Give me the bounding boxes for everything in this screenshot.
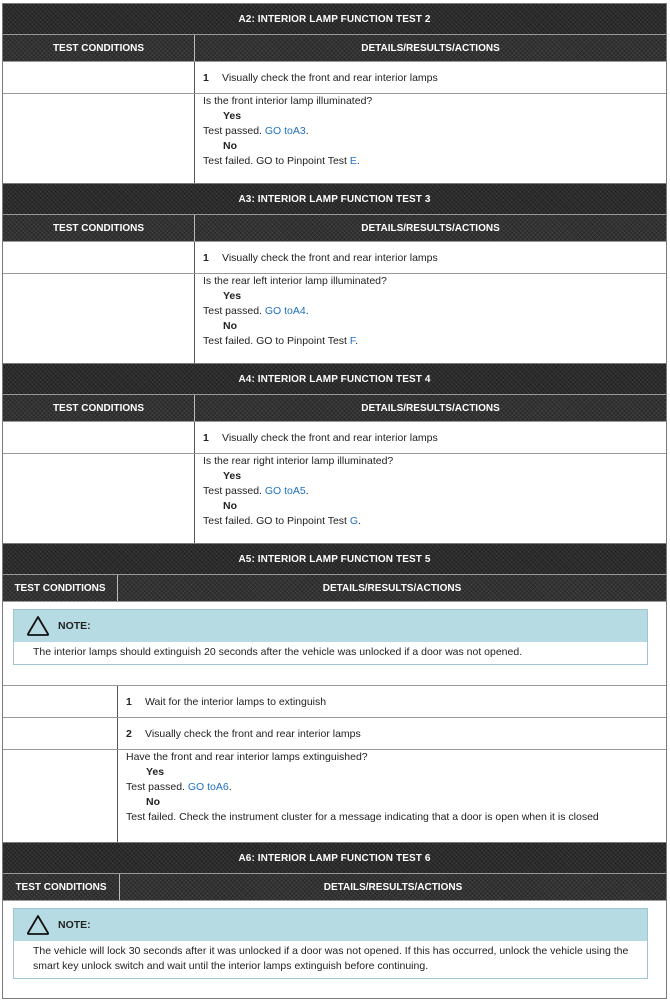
warning-triangle-icon: [26, 615, 50, 637]
col-details: DETAILS/RESULTS/ACTIONS: [195, 35, 666, 61]
no-label: No: [223, 500, 237, 512]
column-header-row: [3, 394, 666, 421]
test-table-a5: [2, 543, 667, 843]
step-number: 1: [126, 695, 132, 708]
step-number: 1: [203, 71, 209, 84]
note-label: NOTE:: [58, 620, 91, 632]
conditions-cell: [3, 718, 118, 749]
step-text: Visually check the front and rear interior lamps: [222, 71, 438, 84]
yes-label: Yes: [223, 110, 242, 122]
note-label: NOTE:: [58, 919, 91, 931]
go-to-a5-link[interactable]: GO toA5: [264, 485, 306, 497]
pinpoint-test-f-link[interactable]: F: [349, 335, 356, 347]
col-details: DETAILS/RESULTS/ACTIONS: [195, 395, 666, 421]
conditions-cell: [3, 454, 195, 545]
question-text: Is the front interior lamp illuminated?: [203, 95, 373, 107]
col-test-conditions: TEST CONDITIONS: [3, 575, 118, 601]
yes-label: Yes: [223, 290, 242, 302]
conditions-cell: [3, 242, 195, 273]
col-details: DETAILS/RESULTS/ACTIONS: [120, 874, 666, 900]
no-result-text: Test failed. GO to Pinpoint Test: [203, 515, 347, 527]
note-section: [3, 601, 666, 685]
yes-result-text: Test passed.: [126, 781, 185, 793]
note-text: The interior lamps should extinguish 20 seconds after the vehicle was unlocked if a door was not opened.: [14, 642, 647, 664]
test-title: A2: INTERIOR LAMP FUNCTION TEST 2: [3, 4, 666, 34]
col-details: DETAILS/RESULTS/ACTIONS: [195, 215, 666, 241]
col-test-conditions: TEST CONDITIONS: [3, 395, 195, 421]
yes-result-text: Test passed.: [203, 125, 262, 137]
go-to-a6-link[interactable]: GO toA6: [187, 781, 229, 793]
test-title: A3: INTERIOR LAMP FUNCTION TEST 3: [3, 184, 666, 214]
table-row: Is the rear right interior lamp illuminated? Yes Test passed. GO toA5. No Test failed. GO to Pinpoint Test G.: [3, 453, 666, 545]
no-result-text: Test failed. GO to Pinpoint Test: [203, 155, 347, 167]
table-row: [3, 717, 666, 749]
step-number: 1: [203, 431, 209, 444]
note-box: [13, 609, 648, 665]
warning-triangle-icon: [26, 914, 50, 936]
table-row: Is the front interior lamp illuminated? Yes Test passed. GO toA3. No Test failed. GO to Pinpoint Test E.: [3, 93, 666, 185]
note-text: The vehicle will lock 30 seconds after it was unlocked if a door was not opened. If this has occurred, unlock the vehicle using the smart key unlock switch and wait until the interior lamps extinguish before continuing.: [14, 941, 647, 978]
conditions-cell: [3, 750, 118, 842]
step-text: Visually check the front and rear interior lamps: [145, 727, 361, 740]
table-row: Have the front and rear interior lamps extinguished? Yes Test passed. GO toA6. No Test failed. Check the instrument cluster for a message indicating that a door is open when it is closed: [3, 749, 666, 842]
step-text: Wait for the interior lamps to extinguish: [145, 695, 327, 708]
yes-result-text: Test passed.: [203, 485, 262, 497]
note-section: [3, 900, 666, 979]
no-result-text: Test failed. GO to Pinpoint Test: [203, 335, 347, 347]
question-text: Is the rear left interior lamp illuminated?: [203, 275, 387, 287]
go-to-a4-link[interactable]: GO toA4: [264, 305, 306, 317]
conditions-cell: [3, 94, 195, 185]
col-details: DETAILS/RESULTS/ACTIONS: [118, 575, 666, 601]
question-text: Is the rear right interior lamp illuminated?: [203, 455, 394, 467]
pinpoint-test-g-link[interactable]: G: [349, 515, 359, 527]
conditions-cell: [3, 62, 195, 93]
step-number: 1: [203, 251, 209, 264]
go-to-a3-link[interactable]: GO toA3: [264, 125, 306, 137]
test-table-a3: [2, 183, 667, 366]
col-test-conditions: TEST CONDITIONS: [3, 215, 195, 241]
col-test-conditions: TEST CONDITIONS: [3, 874, 120, 900]
column-header-row: [3, 873, 666, 900]
yes-label: Yes: [146, 766, 165, 778]
yes-result-text: Test passed.: [203, 305, 262, 317]
pinpoint-test-e-link[interactable]: E: [349, 155, 357, 167]
table-row: Is the rear left interior lamp illuminated? Yes Test passed. GO toA4. No Test failed. GO to Pinpoint Test F.: [3, 273, 666, 365]
table-row: [3, 241, 666, 273]
no-label: No: [146, 796, 160, 808]
step-text: Visually check the front and rear interior lamps: [222, 251, 438, 264]
table-row: [3, 421, 666, 453]
test-table-a2: [2, 3, 667, 186]
note-box: [13, 908, 648, 979]
step-text: Visually check the front and rear interior lamps: [222, 431, 438, 444]
column-header-row: [3, 574, 666, 601]
question-text: Have the front and rear interior lamps extinguished?: [126, 751, 368, 763]
table-row: [3, 685, 666, 717]
no-label: No: [223, 320, 237, 332]
yes-label: Yes: [223, 470, 242, 482]
table-row: [3, 61, 666, 93]
column-header-row: [3, 34, 666, 61]
test-table-a4: [2, 363, 667, 546]
step-number: 2: [126, 727, 132, 740]
column-header-row: [3, 214, 666, 241]
test-table-a6: [2, 842, 667, 999]
test-title: A4: INTERIOR LAMP FUNCTION TEST 4: [3, 364, 666, 394]
conditions-cell: [3, 686, 118, 717]
no-result-text: Test failed. Check the instrument cluster for a message indicating that a door is open when it is closed: [126, 811, 599, 823]
col-test-conditions: TEST CONDITIONS: [3, 35, 195, 61]
no-label: No: [223, 140, 237, 152]
conditions-cell: [3, 422, 195, 453]
test-title: A6: INTERIOR LAMP FUNCTION TEST 6: [3, 843, 666, 873]
test-title: A5: INTERIOR LAMP FUNCTION TEST 5: [3, 544, 666, 574]
conditions-cell: [3, 274, 195, 365]
